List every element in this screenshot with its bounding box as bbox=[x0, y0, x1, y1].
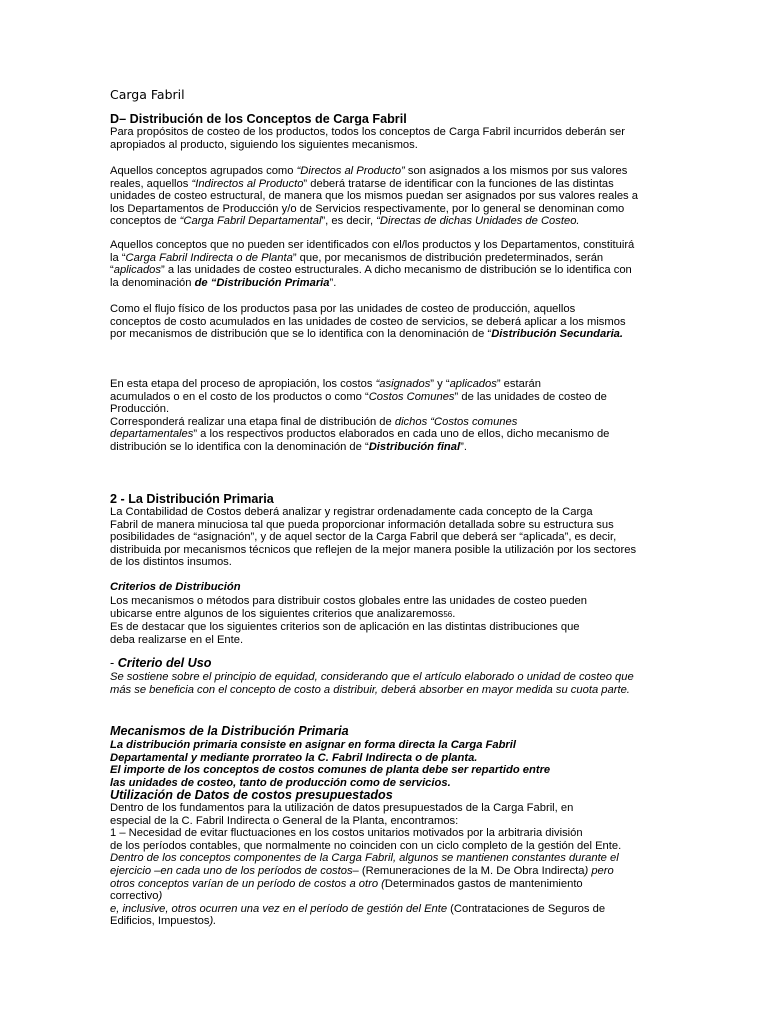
text-line: La Contabilidad de Costos deberá analizar y registrar ordenadamente cada concepto de la Carga bbox=[110, 506, 593, 518]
text-line: unidades de costeo estructural, de manera que los mismos puedan ser asignados por sus valores reales a bbox=[110, 190, 638, 203]
footnote-ref: 56 bbox=[443, 609, 453, 619]
text-line: la denominación de “Distribución Primaria”. bbox=[110, 276, 337, 289]
text-line: Como el flujo físico de los productos pasa por las unidades de costeo de producción, aquellos bbox=[110, 303, 576, 315]
section-d-paragraph-3 bbox=[110, 239, 660, 289]
utilizacion-text bbox=[110, 802, 660, 928]
mecanismos-heading: Mecanismos de la Distribución Primaria bbox=[110, 724, 349, 738]
text-line: Aquellos conceptos agrupados como “Directos al Producto” son asignados a los mismos por sus valores bbox=[110, 165, 628, 177]
utilizacion-heading: Utilización de Datos de costos presupuestados bbox=[110, 788, 393, 802]
text-line: En esta etapa del proceso de apropiación, los costos “asignados” y “aplicados” estarán bbox=[110, 378, 541, 390]
text-line: reales, aquellos “Indirectos al Producto” deberá tratarse de identificar con la funciones de las distintas bbox=[110, 177, 614, 190]
text-line: distribuida por mecanismos técnicos que reflejen de la mejor manera posible la utilización por los sectores bbox=[110, 543, 637, 556]
section-2-heading: 2 - La Distribución Primaria bbox=[110, 492, 274, 506]
text-line: Dentro de los fundamentos para la utilización de datos presupuestados de la Carga Fabril, en bbox=[110, 802, 574, 814]
text-line: Se sostiene sobre el principio de equidad, considerando que el artículo elaborado o unidad de costeo que bbox=[110, 671, 634, 683]
text-line: Corresponderá realizar una etapa final de distribución de dichos “Costos comunes bbox=[110, 415, 518, 428]
text-line: Edificios, Impuestos). bbox=[110, 915, 217, 928]
text-line: Para propósitos de costeo de los productos, todos los conceptos de Carga Fabril incurridos deberán ser bbox=[110, 126, 625, 138]
mecanismos-text bbox=[110, 739, 660, 789]
section-d-paragraph-2 bbox=[110, 165, 660, 228]
criterio-uso-text bbox=[110, 671, 660, 696]
text-line: especial de la C. Fabril Indirecta o General de la Planta, encontramos: bbox=[110, 814, 459, 827]
criterios-heading: Criterios de Distribución bbox=[110, 581, 241, 593]
text-line: Aquellos conceptos que no pueden ser identificados con el/los productos y los Departamentos, constituirá bbox=[110, 239, 635, 251]
section-d-heading: D– Distribución de los Conceptos de Carga Fabril bbox=[110, 112, 407, 126]
text-line: e, inclusive, otros ocurren una vez en el período de gestión del Ente (Contrataciones de Seguros de bbox=[110, 902, 606, 915]
text-line: por mecanismos de distribución que se lo identifica con la denominación de “Distribución Secundaria. bbox=[110, 328, 624, 341]
section-d-paragraph-5 bbox=[110, 378, 660, 454]
document-title: Carga Fabril bbox=[110, 87, 185, 102]
text-line: distribución se lo identifica con la denominación de “Distribución final”. bbox=[110, 440, 467, 453]
text-line: Es de destacar que los siguientes criterios son de aplicación en las distintas distribuciones que bbox=[110, 621, 580, 634]
text-line: las unidades de costeo, tanto de producción como de servicios. bbox=[110, 776, 451, 789]
text-line: La distribución primaria consiste en asignar en forma directa la Carga Fabril bbox=[110, 739, 516, 751]
criterios-paragraph bbox=[110, 595, 660, 646]
text-line: conceptos de costo acumulados en las unidades de costeo de servicios, se deberá aplicar a los mismos bbox=[110, 315, 626, 328]
text-line: acumulados o en el costo de los productos o como “Costos Comunes” de las unidades de costeo de bbox=[110, 390, 607, 403]
text-line: ejercicio –en cada uno de los períodos de costos– (Remuneraciones de la M. De Obra Indirecta) pero bbox=[110, 864, 614, 877]
text-line: 1 – Necesidad de evitar fluctuaciones en los costos unitarios motivados por la arbitraria división bbox=[110, 827, 583, 840]
text-line: El importe de los conceptos de costos comunes de planta debe ser repartido entre bbox=[110, 764, 551, 777]
text-line: posibilidades de “asignación”, y de aquel sector de la Carga Fabril que deberá ser “aplicada”, es decir, bbox=[110, 531, 617, 544]
criterio-uso-heading: - Criterio del Uso bbox=[110, 656, 212, 670]
text-line: ubicarse entre algunos de los siguientes criterios que analizaremos56. bbox=[110, 607, 456, 620]
text-line: deba realizarse en el Ente. bbox=[110, 633, 244, 646]
text-line: de los períodos contables, que normalmente no coinciden con un ciclo completo de la gestión del Ente. bbox=[110, 839, 622, 852]
text-line: de los distintos insumos. bbox=[110, 556, 232, 569]
text-line: los Departamentos de Producción y/o de Servicios respectivamente, por lo general se denominan como bbox=[110, 202, 625, 215]
text-line: conceptos de “Carga Fabril Departamental”, es decir, “Directas de dichas Unidades de Costeo. bbox=[110, 215, 580, 228]
text-line: correctivo) bbox=[110, 890, 163, 903]
text-line: Los mecanismos o métodos para distribuir costos globales entre las unidades de costeo pueden bbox=[110, 595, 587, 607]
text-line: Producción. bbox=[110, 403, 170, 416]
section-2-paragraph-1 bbox=[110, 506, 660, 569]
text-line: apropiados al producto, siguiendo los siguientes mecanismos. bbox=[110, 138, 418, 151]
text-line: “aplicados” a las unidades de costeo estructurales. A dicho mecanismo de distribución se lo identifica con bbox=[110, 264, 632, 277]
text-line: Fabril de manera minuciosa tal que pueda proporcionar información detallada sobre su estructura sus bbox=[110, 518, 614, 531]
text-line: Dentro de los conceptos componentes de la Carga Fabril, algunos se mantienen constantes durante el bbox=[110, 852, 619, 865]
section-d-paragraph-1 bbox=[110, 126, 660, 151]
text-line: Departamental y mediante prorrateo la C. Fabril Indirecta o de planta. bbox=[110, 751, 478, 764]
section-d-paragraph-4 bbox=[110, 303, 660, 341]
text-line: más se beneficia con el concepto de costo a distribuir, deberá absorber en mayor medida su cuota parte. bbox=[110, 683, 630, 696]
text-line: otros conceptos varían de un período de costos a otro (Determinados gastos de mantenimiento bbox=[110, 877, 583, 890]
text-line: departamentales” a los respectivos productos elaborados en cada uno de ellos, dicho mecanismo de bbox=[110, 428, 610, 441]
text-line: la “Carga Fabril Indirecta o de Planta” que, por mecanismos de distribución predeterminados, serán bbox=[110, 251, 604, 264]
